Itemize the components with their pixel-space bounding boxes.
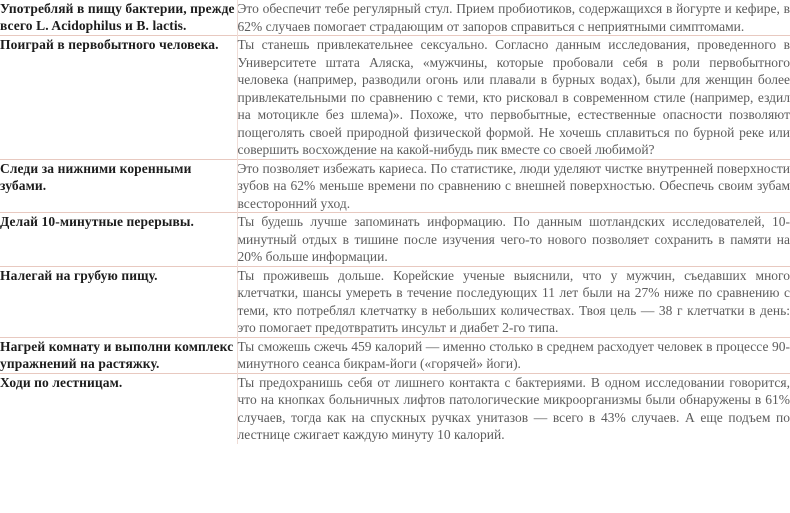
benefit-text: Ты сможешь сжечь 459 калорий — именно столько в среднем расходует человек в процессе 90-минутного сеанса бикрам-йоги («горячей» йоги).	[237, 338, 790, 371]
benefit-cell	[237, 213, 790, 267]
tip-text: Следи за нижними коренными зубами.	[0, 160, 192, 193]
tip-cell	[0, 36, 237, 160]
benefit-cell	[237, 337, 790, 373]
table-row	[0, 0, 790, 36]
benefit-text: Ты будешь лучше запоминать информацию. По данным шотландских исследователей, 10-минутный отдых в тишине после изучения чего-то нового позволяет сохранить в памяти на 20% больше информации.	[237, 214, 790, 264]
table-row	[0, 266, 790, 337]
tip-cell	[0, 0, 237, 36]
tip-cell	[0, 337, 237, 373]
benefit-cell	[237, 266, 790, 337]
tip-text: Налегай на грубую пищу.	[0, 267, 158, 283]
benefit-cell	[237, 159, 790, 213]
benefit-text: Ты проживешь дольше. Корейские ученые выяснили, что у мужчин, съедавших много клетчатки, шансы умереть в течение последующих 11 лет были на 27% ниже по сравнению с теми, кто потреблял клетчатку в небольших количествах. Твоя цель — 38 г клетчатки в день: это помогает предотвратить инсульт и диабет 2-го типа.	[237, 267, 790, 335]
table-row	[0, 373, 790, 444]
tip-text: Ходи по лестницам.	[0, 374, 123, 390]
table-row	[0, 213, 790, 267]
benefit-cell	[237, 373, 790, 444]
benefit-text: Ты предохранишь себя от лишнего контакта с бактериями. В одном исследовании говорится, что на кнопках больничных лифтов патологические микроорганизмы были обнаружены в 61% случаев, тогда как на спускных ручках унитазов — всего в 43% случаев. А еще подъем по лестнице сжигает каждую минуту 10 калорий.	[237, 374, 790, 442]
tip-text: Поиграй в первобытного человека.	[0, 37, 219, 52]
benefit-text: Ты станешь привлекательнее сексуально. Согласно данным исследования, проведенного в Университете штата Аляска, «мужчины, которые пробовали себя в роли первобытного человека (например, разводили огонь или плавали в бурных водах), были для женщин более привлекательными по сравнению с теми, кто рисковал в современном стиле (например, ездил на мотоцикле без шлема)». Похоже, что первобытные, естественные опасности позволяют пощеголять своей природной физической формой. Не хочешь сплавиться по бурной реке или совершить восхождение на какой-нибудь пик вместе со своей любимой?	[237, 37, 790, 157]
benefit-text: Это позволяет избежать кариеса. По статистике, люди уделяют чистке внутренней поверхности зубов на 62% меньше времени по сравнению с внешней поверхностью. Обеспечь своим зубам всесторонний уход.	[237, 160, 790, 211]
tip-cell	[0, 373, 237, 444]
tip-text: Делай 10-минутные перерывы.	[0, 214, 194, 229]
tip-text: Нагрей комнату и выполни комплекс упражнений на растяжку.	[0, 338, 234, 371]
benefit-cell	[237, 0, 790, 36]
benefit-cell	[237, 36, 790, 160]
table-row	[0, 337, 790, 373]
tip-cell	[0, 213, 237, 267]
tip-cell	[0, 266, 237, 337]
tip-cell	[0, 159, 237, 213]
table-row	[0, 159, 790, 213]
tip-text: Употребляй в пищу бактерии, прежде всего L. Acidophilus и B. lactis.	[0, 1, 235, 33]
table-row	[0, 36, 790, 160]
benefit-text: Это обеспечит тебе регулярный стул. Прием пробиотиков, содержащихся в йогурте и кефире, в 62% случаев помогает страдающим от запоров справиться с неприятными симптомами.	[237, 1, 790, 34]
